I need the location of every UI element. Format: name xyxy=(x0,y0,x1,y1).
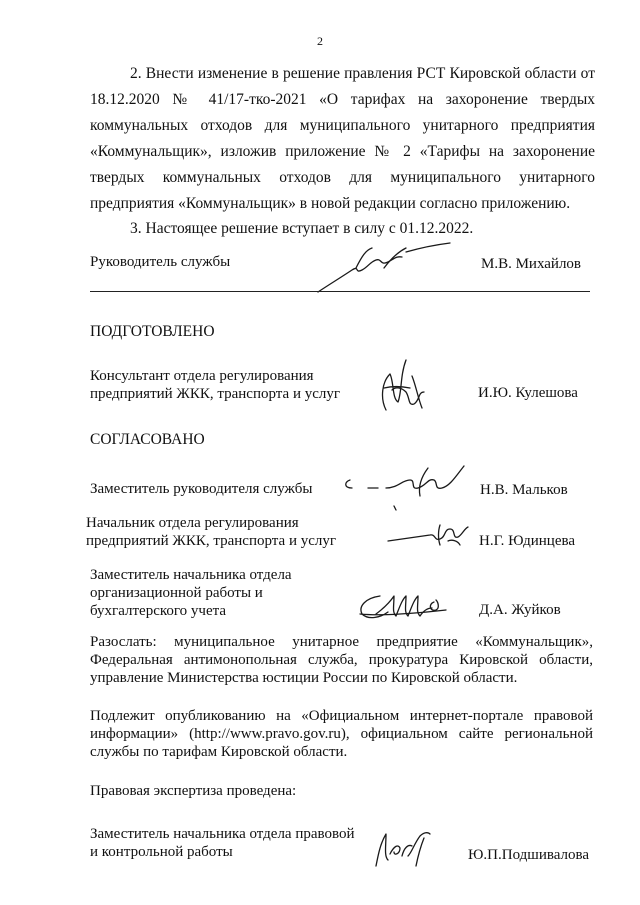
signer-name: Н.Г. Юдинцева xyxy=(479,533,576,549)
signer-name: Д.А. Жуйков xyxy=(479,602,561,618)
position-line: Консультант отдела регулирования xyxy=(90,368,314,384)
position-line: предприятий ЖКК, транспорта и услуг xyxy=(86,533,337,549)
item2-line: коммунальных отходов для муниципального унитарного предприятия xyxy=(90,117,595,134)
head-name: М.В. Михайлов xyxy=(481,256,582,272)
expertise-signature xyxy=(368,826,438,872)
distribution-line: управление Министерства юстиции России по Кировской области. xyxy=(90,670,518,686)
publication-line: службы по тарифам Кировской области. xyxy=(90,744,348,760)
agreed-heading: СОГЛАСОВАНО xyxy=(90,431,205,448)
expertise-name: Ю.П.Подшивалова xyxy=(468,847,590,863)
decision-item-3: 3. Настоящее решение вступает в силу с 01.12.2022. xyxy=(130,220,474,237)
signer-position: Заместитель руководителя службы xyxy=(90,481,313,497)
decision-item-2 xyxy=(90,61,595,217)
item2-line: твердых коммунальных отходов для муниципального унитарного xyxy=(90,169,595,186)
signer-signature xyxy=(382,517,472,551)
publication-line: Подлежит опубликованию на «Официальном интернет-портале правовой xyxy=(90,708,593,724)
prepared-name: И.Ю. Кулешова xyxy=(478,385,578,401)
position-line: и контрольной работы xyxy=(90,844,233,860)
publication-note xyxy=(90,707,593,761)
head-title: Руководитель службы xyxy=(90,254,231,270)
signer-name: Н.В. Мальков xyxy=(480,482,568,498)
item2-line: «Коммунальщик», изложив приложение № 2 «Тарифы на захоронение xyxy=(90,143,595,160)
distribution-line: Разослать: муниципальное унитарное предприятие «Коммунальщик», xyxy=(90,634,593,650)
position-line: Заместитель начальника отдела xyxy=(90,567,292,583)
position-line: организационной работы и xyxy=(90,585,263,601)
position-line: Заместитель начальника отдела правовой xyxy=(90,826,355,842)
position-line: бухгалтерского учета xyxy=(90,603,227,619)
signer-signature xyxy=(350,586,460,626)
item2-line: 18.12.2020 № 41/17-тко-2021 «О тарифах на захоронение твердых xyxy=(90,91,595,108)
head-signature xyxy=(310,240,460,298)
distribution-list xyxy=(90,633,593,687)
distribution-line: Федеральная антимонопольная служба, прокуратура Кировской области, xyxy=(90,652,593,668)
position-line: Начальник отдела регулирования xyxy=(86,515,299,531)
expertise-note: Правовая экспертиза проведена: xyxy=(90,783,297,799)
prepared-signature xyxy=(372,352,442,422)
item2-line: 2. Внести изменение в решение правления РСТ Кировской области от xyxy=(130,65,595,82)
signer-signature xyxy=(338,458,478,518)
signature-divider xyxy=(90,291,590,292)
item2-line: предприятия «Коммунальщик» в новой редакции согласно приложению. xyxy=(90,195,571,212)
prepared-heading: ПОДГОТОВЛЕНО xyxy=(90,323,215,340)
publication-line: информации» (http://www.pravo.gov.ru), официальном сайте региональной xyxy=(90,726,593,742)
page-number: 2 xyxy=(317,34,323,48)
position-line: предприятий ЖКК, транспорта и услуг xyxy=(90,386,341,402)
